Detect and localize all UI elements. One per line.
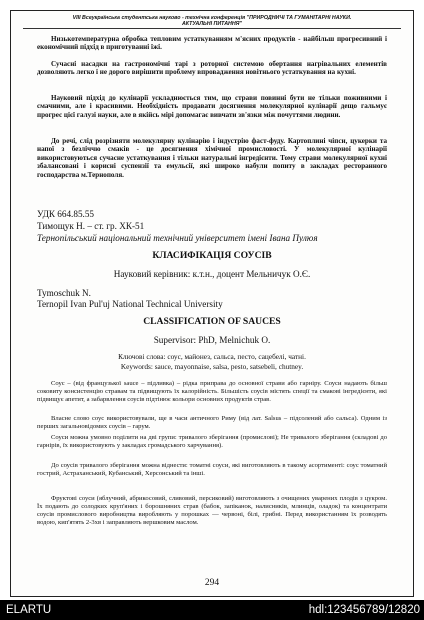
prev-paragraph-3: Науковий підхід до кулінарії ускладнюється тим, що страви повинні бути не тільки поживними і смачними, але і красивими. Необхідність продавати досягнення молекулярної кулінарії дещо гальмує прогрес цієї галузі науки, але в якійсь мірі допомагає вивчати зв'язки між почуттями людини. xyxy=(37,94,387,119)
prev-paragraph-2: Сучасні насадки на гастрономічні тарі з роторної системою обертання нагрівальних елементів дозволяють легко і не дорого вирішити проблему впровадження новітнього устаткування на кухні. xyxy=(37,60,387,77)
body-paragraph-1: Соус – (від французької sauce – підливка) – рідка приправа до основної страви або гарніру. Соуси надають більш соковиту консистенцію стравам та підвищують їх калорійність. Більшість соусів містять спеції та смакові інгредієнти, які підвищує апетит, а забарвлення соусів підтінює кольори основних продуктів страв. xyxy=(37,380,387,403)
supervisor-ua: Науковий керівник: к.т.н., доцент Мельничук О.Є. xyxy=(113,269,311,279)
page-number: 294 xyxy=(204,578,220,588)
prev-paragraph-1: Низькотемпературна обробка тепловим устаткуванням м'ясних продуктів - найбільш прогресивний і економічний підхід в приготуванні їжі. xyxy=(37,35,387,52)
title-en: CLASSIFICATION OF SAUCES xyxy=(143,316,281,327)
affiliation-ua: Тернопільський національний технічний університет імені Івана Пулюя xyxy=(37,233,318,243)
body-paragraph-2: Власне слово соус використовували, ще в часи античного Риму (від лат. Salsus – підсолений або сальса). Одним із перших загальновідомих соусів – гарум. xyxy=(37,415,387,430)
header-line-2: АКТУАЛЬНІ ПИТАННЯ" xyxy=(181,21,243,28)
body-paragraph-3: Соуси можна умовно поділити на дві групи: тривалого зберігання (промислові); Не тривалого зберігання (складові до гарнірів, їх використовують у закладах громадського харчування). xyxy=(37,434,387,449)
keywords-ua: Ключові слова: соус, майонез, сальса, песто, сацебелі, чатні. xyxy=(118,352,306,361)
author-ua: Тимощук Н. – ст. гр. ХК-51 xyxy=(37,221,145,231)
supervisor-en: Supervisor: PhD, Melnichuk O. xyxy=(153,335,271,345)
handle-identifier[interactable]: hdl:123456789/12820 xyxy=(308,604,420,616)
body-paragraph-5: Фруктові соуси (яблучний, абрикосовий, сливовий, персиковий) виготовляють з очищених уварених плодів з цукром. Їх подають до солодких круп'яних і борошняних страв (бабок, запіканок, налисників, млинців, оладок) та концентрати соусів промислового виробництва виробляють у порошках — червоні, білі, грибні. Перед використанням їх розводять водою, кип'ятять 2-3хв і заправляють вершковим маслом. xyxy=(37,495,387,526)
body-paragraph-4: До соусів тривалого зберігання можна віднести: томатні соуси, які виготовляють в такому асортименті: соус томатний гострий, Астраханський, Кубанський, Херсонський та інші. xyxy=(37,462,387,477)
prev-paragraph-4: До речі, слід розрізняти молекулярну кулінарію і індустрію фаст-фуду. Картоплині чіпси, цукерки та напої з безліччю смаків - це досягнення хімічної промисловості. У молекулярної кулінарії використовуються сучасне устаткування і тільки натуральні інгредієнти. Тому страви молекулярної кухні збалансовані і корисні суспензії та емульсії, які широко набули попиту в закладах ресторанного господарства м.Тернополя. xyxy=(37,137,387,179)
conference-header xyxy=(23,15,401,27)
title-ua: КЛАСИФІКАЦІЯ СОУСІВ xyxy=(152,250,272,261)
udc-code: УДК 664.85.55 xyxy=(37,209,95,219)
header-divider xyxy=(23,28,401,29)
header-line-1: VIII Всеукраїнська студентська науково - технічна конференція "ПРИРОДНИЧІ ТА ГУМАНІТАРНІ НАУКИ. xyxy=(72,15,352,21)
document-page xyxy=(10,10,414,597)
repository-footer xyxy=(0,600,424,620)
keywords-en: Keywords: sauce, mayonnaise, salsa, pesto, satsebeli, chutney. xyxy=(120,362,304,371)
affiliation-en: Ternopil Ivan Pul'uj National Technical University xyxy=(37,299,223,309)
repository-name: ELARTU xyxy=(6,604,52,616)
author-en: Tymoschuk N. xyxy=(37,288,91,298)
